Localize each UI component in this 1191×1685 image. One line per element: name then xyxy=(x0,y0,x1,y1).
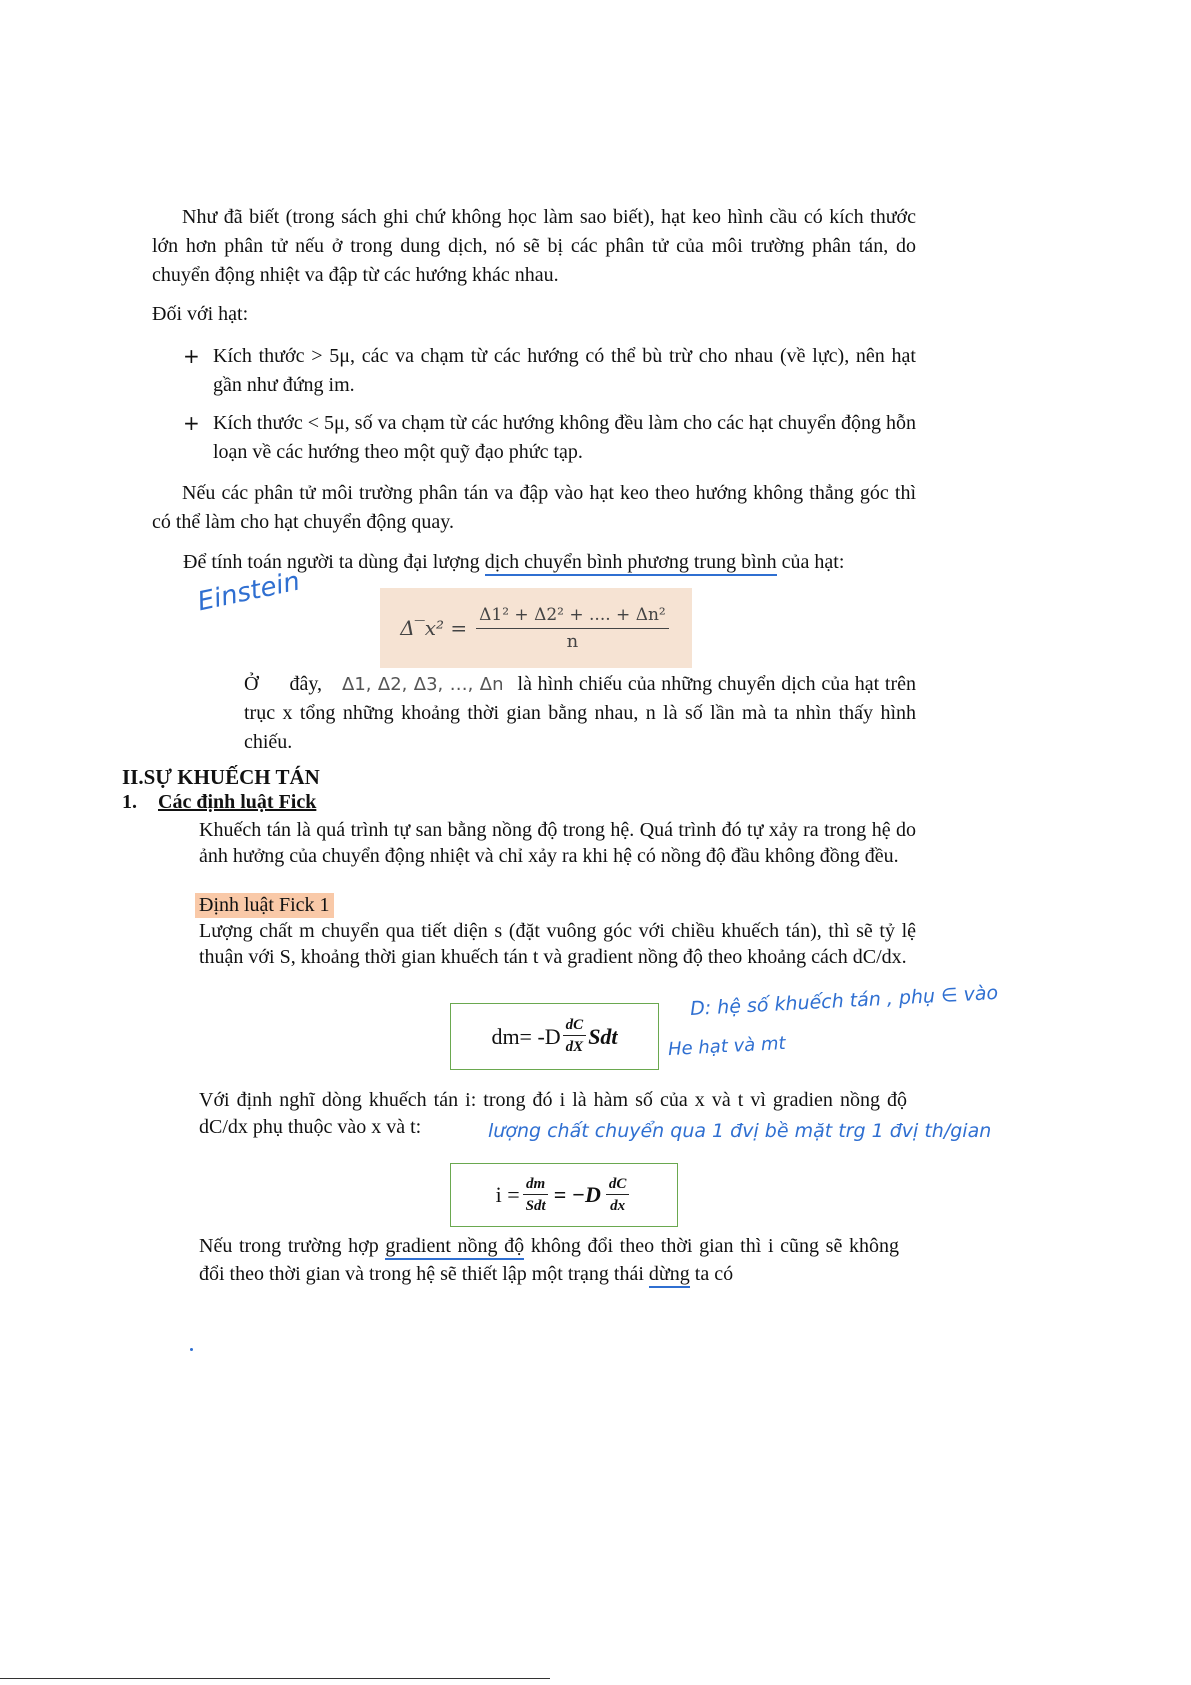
flux-paragraph: Với định nghĩ dòng khuếch tán i: trong đó i là hàm số của x và t vì gradien nồng độ dC/dx phụ thuộc vào x và t: xyxy=(199,1089,907,1138)
page-bottom-rule xyxy=(0,1678,550,1679)
steady-term-2: dừng xyxy=(649,1263,690,1288)
particles-label: Đối với hạt: xyxy=(152,303,249,325)
diffusion-paragraph: Khuếch tán là quá trình tự san bằng nồng độ trong hệ. Quá trình đó tự xảy ra trong hệ do ảnh hưởng của chuyển động nhiệt và chỉ xảy ra khi hệ có nồng độ đầu không đồng đều. xyxy=(199,819,916,867)
bullet-text: Kích thước < 5μ, số va chạm từ các hướng không đều làm cho các hạt chuyển động hỗn loạn về các hướng theo một quỹ đạo phức tạp. xyxy=(213,412,916,463)
fick1-paragraph: Lượng chất m chuyển qua tiết diện s (đặt vuông góc với chiều khuếch tán), thì sẽ tỷ lệ thuận với S, khoảng thời gian khuếch tán t và gradient nồng độ theo khoảng cách dC/dx. xyxy=(199,920,916,968)
flux-formula xyxy=(450,1163,678,1227)
formula2-fraction xyxy=(563,1015,587,1058)
msd-formula xyxy=(380,588,692,668)
formula3-fraction-1 xyxy=(523,1174,549,1217)
formula3-den2: dx xyxy=(610,1197,626,1214)
calc-suffix: của hạt: xyxy=(776,551,845,573)
formula-lhs: Δ‾x² = xyxy=(400,616,468,640)
steady-suffix: ta có xyxy=(689,1263,734,1285)
explanation-paragraph xyxy=(244,670,916,757)
formula2-rhs: Sdt xyxy=(588,1023,618,1049)
formula-denominator: n xyxy=(566,630,579,652)
bullet-text: Kích thước > 5μ, các va chạm từ các hướng có thể bù trừ cho nhau (về lực), nên hạt gần như đứng im. xyxy=(213,345,916,396)
formula-numerator: Δ1² + Δ2² + .... + Δn² xyxy=(476,602,669,629)
formula3-fraction-2 xyxy=(606,1174,630,1217)
subheading xyxy=(122,791,316,814)
subheading-number: 1. xyxy=(122,791,137,813)
plus-icon: + xyxy=(183,344,200,368)
rotation-paragraph: Nếu các phân tử môi trường phân tán va đập vào hạt keo theo hướng không thẳng góc thì có thể làm cho hạt chuyển động quay. xyxy=(152,482,916,533)
bullet-item-1 xyxy=(183,342,916,400)
d-coefficient-annotation-2: He hạt và mt xyxy=(667,1032,787,1061)
ink-dot xyxy=(190,1348,193,1351)
formula3-num1: dm xyxy=(523,1174,548,1195)
formula-fraction xyxy=(476,602,669,655)
steady-paragraph xyxy=(199,1232,899,1288)
subheading-title: Các định luật Fick xyxy=(158,791,317,813)
section-heading: II.SỰ KHUẾCH TÁN xyxy=(122,765,320,789)
explanation-text: là hình chiếu của những chuyển dịch của hạt trên trục x tổng những khoảng thời gian bằng nhau, n là số lần mà ta nhìn thấy hình chiếu. xyxy=(244,673,916,753)
intro-paragraph: Như đã biết (trong sách ghi chứ không học làm sao biết), hạt keo hình cầu có kích thước lớn hơn phân tử nếu ở trong dung dịch, nó sẽ bị các phân tử của môi trường phân tán, do chuyển động nhiệt va đập từ các hướng khác nhau. xyxy=(152,206,916,286)
calc-prefix: Để tính toán người ta dùng đại lượng xyxy=(183,551,485,573)
formula2-lhs: dm= -D xyxy=(491,1023,561,1049)
d-coefficient-annotation: D: hệ số khuếch tán , phụ ∈ vào xyxy=(689,981,999,1021)
steady-text: không đổi theo thời gian thì i cũng sẽ không đổi theo thời gian và trong hệ sẽ thiết lập một trạng thái xyxy=(199,1235,899,1285)
delta-symbols: Δ1, Δ2, Δ3, …, Δn xyxy=(342,674,504,695)
bullet-item-2 xyxy=(183,409,916,467)
formula2-num: dC xyxy=(563,1015,587,1036)
calc-term: dịch chuyển bình phương trung bình xyxy=(485,551,777,576)
formula3-num2: dC xyxy=(606,1174,630,1195)
formula2-den: dX xyxy=(565,1039,584,1055)
steady-term: gradient nồng độ xyxy=(385,1235,524,1260)
explanation-prefix: Ở đây, xyxy=(244,673,323,695)
fick1-label: Định luật Fick 1 xyxy=(195,893,334,918)
formula3-mid: = −D xyxy=(553,1182,601,1207)
steady-prefix: Nếu trong trường hợp xyxy=(199,1235,386,1257)
fick1-formula xyxy=(450,1003,659,1070)
flux-annotation: lượng chất chuyển qua 1 đvị bề mặt trg 1 đvị th/gian xyxy=(488,1120,992,1142)
einstein-annotation: Einstein xyxy=(195,566,303,618)
formula3-lhs: i = xyxy=(495,1182,520,1207)
plus-icon: + xyxy=(183,411,200,435)
formula3-den1: Sdt xyxy=(525,1197,546,1214)
